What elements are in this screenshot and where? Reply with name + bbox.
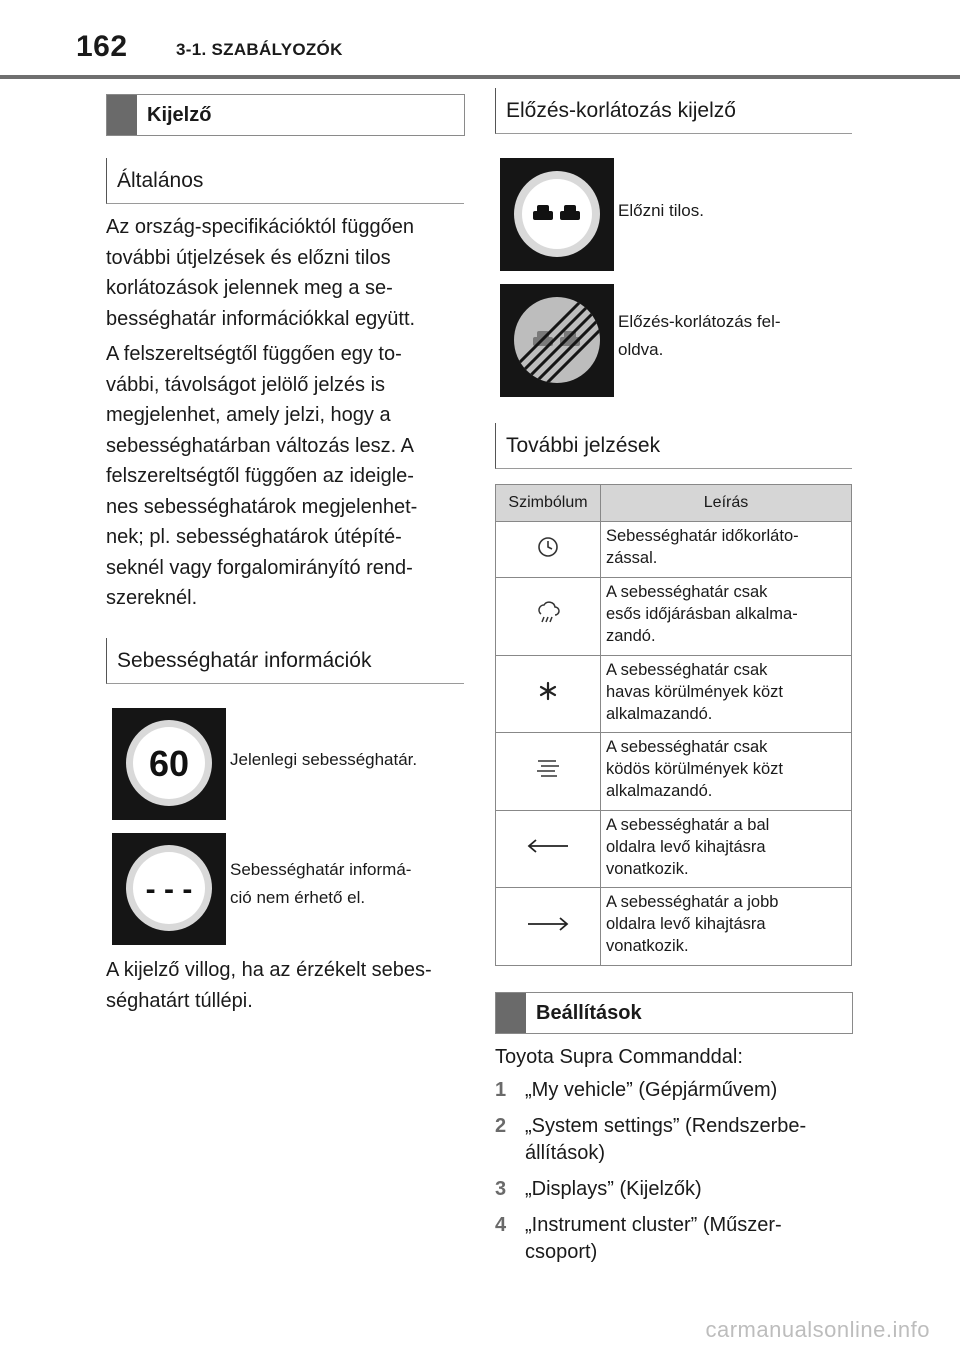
speed-unavailable-sign-graphic — [112, 833, 226, 945]
description-cell: A sebességhatár a jobb oldalra levő kihajtásra vonatkozik. — [601, 888, 852, 966]
section-title: 3-1. SZABÁLYOZÓK — [176, 40, 343, 59]
speed-limit-60-sign — [112, 708, 226, 820]
table-header-symbol: Szimbólum — [496, 485, 601, 522]
no-overtaking-sign — [500, 158, 614, 271]
subheading-general-label: Általános — [117, 168, 204, 192]
symbol-cell — [496, 655, 601, 733]
subheading-overtaking — [495, 88, 852, 134]
arrow-right-icon — [526, 916, 570, 932]
box-heading-settings-label: Beállítások — [536, 1001, 642, 1024]
general-paragraph: Az ország-specifikációktól függően további útjelzések és előzni tilos korlátozások jelennek meg a se- bességhatár információkkal együtt. — [106, 216, 416, 330]
box-heading-kijelzo — [106, 94, 465, 136]
description-cell: A sebességhatár csak havas körülmények közt alkalmazandó. — [601, 655, 852, 733]
table-row — [496, 578, 852, 656]
table-row — [496, 888, 852, 966]
heading-bar — [496, 993, 526, 1033]
symbol-cell — [496, 888, 601, 966]
snowflake-icon — [537, 680, 559, 702]
step-number: 1 — [495, 1079, 507, 1101]
speed-limit-value: 60 — [148, 743, 190, 784]
step-text: „Displays” (Kijelzők) — [525, 1178, 702, 1200]
step-item — [495, 1113, 855, 1167]
page-number: 162 — [76, 30, 128, 63]
table-row — [496, 522, 852, 578]
symbol-table — [495, 484, 852, 966]
speed-limit-unavailable-sign — [112, 833, 226, 945]
subheading-more-signs — [495, 423, 852, 469]
step-item — [495, 1212, 855, 1266]
symbol-cell — [496, 810, 601, 888]
speed-limit-sign-graphic — [112, 708, 226, 820]
watermark: carmanualsonline.info — [705, 1317, 930, 1342]
step-number: 3 — [495, 1178, 507, 1200]
symbol-cell — [496, 578, 601, 656]
subheading-more-signs-label: További jelzések — [506, 433, 661, 457]
subheading-speed-info — [106, 638, 464, 684]
no-overtaking-graphic — [500, 158, 614, 271]
feature-paragraph: A felszereltségtől függően egy to- vábbi, távolságot jelölő jelzés is megjelenhet, amely jelzi, hogy a sebességhatárban változás lesz. A felszereltségtől függően az ideigle- nes sebességhatárok megjelenhet- nek; pl. sebességhatárok útépíté- seknél vagy forgalomirányító rend- szereknél. — [106, 343, 418, 609]
description-cell: A sebességhatár csak esős időjárásban alkalma- zandó. — [601, 578, 852, 656]
table-row — [496, 655, 852, 733]
step-text: „Instrument cluster” (Műszer- csoport) — [525, 1214, 782, 1263]
sign-current-caption: Jelenlegi sebességhatár. — [230, 750, 418, 769]
arrow-left-icon — [526, 838, 570, 854]
box-heading-settings — [495, 992, 853, 1034]
no-overtaking-caption: Előzni tilos. — [618, 201, 704, 220]
symbol-cell — [496, 733, 601, 811]
speed-unavailable-value: - - - — [145, 873, 193, 906]
sign-unavailable-caption: Sebességhatár informá- ció nem érhető el. — [230, 860, 412, 907]
table-row — [496, 810, 852, 888]
header-rule — [0, 75, 960, 79]
settings-intro: Toyota Supra Commanddal: — [495, 1046, 743, 1068]
flash-paragraph: A kijelző villog, ha az érzékelt sebes- séghatárt túllépi. — [106, 959, 432, 1012]
overtaking-end-graphic — [500, 284, 614, 397]
overtaking-end-caption: Előzés-korlátozás fel- oldva. — [618, 312, 781, 359]
settings-steps — [495, 1077, 855, 1266]
box-heading-label: Kijelző — [147, 103, 212, 126]
subheading-speed-info-label: Sebességhatár információk — [117, 648, 372, 672]
subheading-general — [106, 158, 464, 204]
table-row — [496, 733, 852, 811]
subheading-overtaking-label: Előzés-korlátozás kijelző — [506, 98, 736, 122]
description-cell: A sebességhatár csak ködös körülmények közt alkalmazandó. — [601, 733, 852, 811]
symbol-cell — [496, 522, 601, 578]
description-cell: Sebességhatár időkorláto- zással. — [601, 522, 852, 578]
step-text: „My vehicle” (Gépjárművem) — [525, 1079, 778, 1101]
rain-cloud-icon — [535, 600, 561, 626]
table-header-description: Leírás — [601, 485, 852, 522]
step-text: „System settings” (Rendszerbe- állítások) — [525, 1115, 807, 1164]
overtaking-end-sign — [500, 284, 614, 397]
heading-bar — [107, 95, 137, 135]
step-number: 4 — [495, 1214, 507, 1236]
description-cell: A sebességhatár a bal oldalra levő kihajtásra vonatkozik. — [601, 810, 852, 888]
step-item — [495, 1077, 855, 1104]
step-number: 2 — [495, 1115, 507, 1137]
fog-icon — [534, 756, 562, 780]
step-item — [495, 1176, 855, 1203]
clock-icon — [535, 534, 561, 560]
